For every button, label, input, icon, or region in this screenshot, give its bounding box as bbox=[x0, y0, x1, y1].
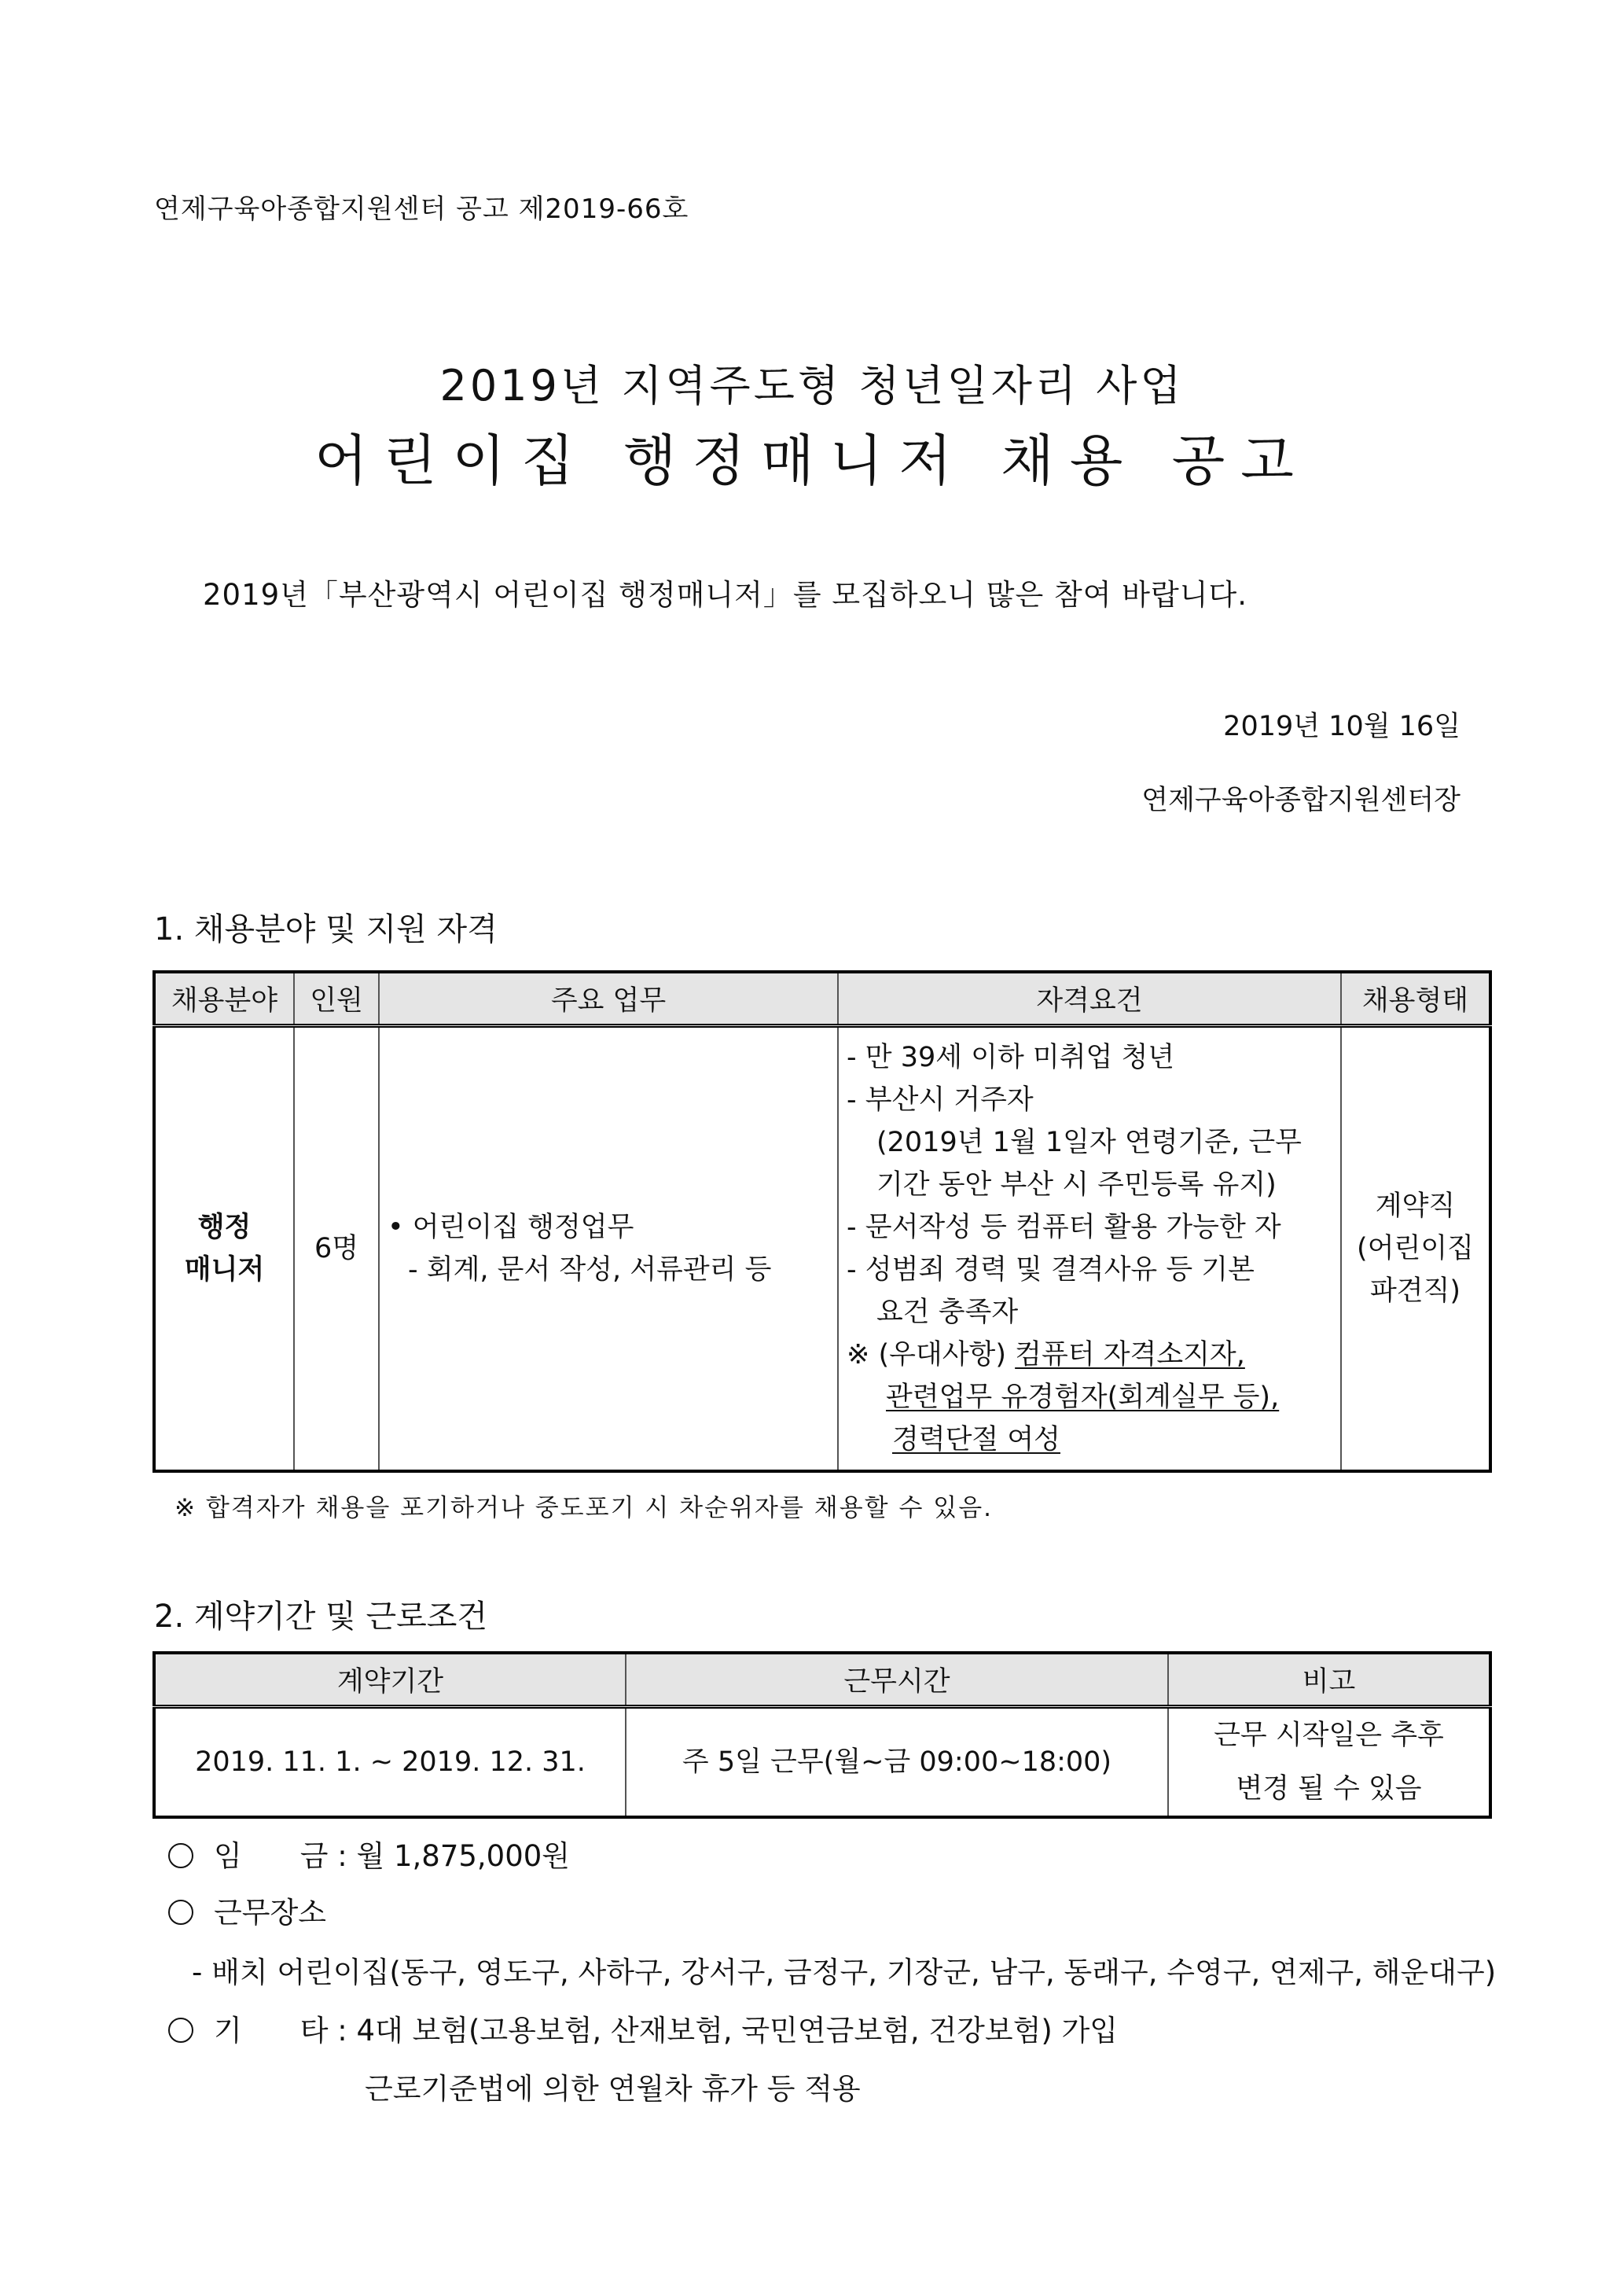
etc-line bbox=[168, 2007, 1118, 2049]
title-line1: 2019년 지역주도형 청년일자리 사업 bbox=[439, 361, 1185, 410]
work-hours: 주 5일 근무(월~금 09:00~18:00) bbox=[626, 1707, 1168, 1818]
header-duty: 주요 업무 bbox=[379, 972, 838, 1026]
wage-text: 임 금 : 월 1,875,000원 bbox=[214, 1839, 571, 1873]
contract-period: 2019. 11. 1. ~ 2019. 12. 31. bbox=[154, 1707, 626, 1818]
table-row bbox=[154, 1707, 1490, 1818]
notice-number: 연제구육아종합지원센터 공고 제2019-66호 bbox=[154, 193, 689, 225]
header-remark: 비고 bbox=[1168, 1653, 1490, 1707]
preference-item: 경력단절 여성 bbox=[892, 1424, 1060, 1455]
place-text: 근무장소 bbox=[214, 1896, 326, 1930]
header-hours: 근무시간 bbox=[626, 1653, 1168, 1707]
headcount: 6명 bbox=[294, 1026, 379, 1472]
type-line1: 계약직 bbox=[1375, 1190, 1456, 1222]
etc-text: 기 타 : 4대 보험(고용보험, 산재보험, 국민연금보험, 건강보험) 가입 bbox=[214, 2014, 1119, 2048]
header-field: 채용분야 bbox=[154, 972, 294, 1026]
preference-prefix: ※ (우대사항) bbox=[847, 1339, 1016, 1371]
header-type: 채용형태 bbox=[1341, 972, 1490, 1026]
issue-date: 2019년 10월 16일 bbox=[1223, 711, 1460, 742]
issuer: 연제구육아종합지원센터장 bbox=[1141, 785, 1460, 816]
table-note: ※ 합격자가 채용을 포기하거나 중도포기 시 차순위자를 채용할 수 있음. bbox=[175, 1494, 994, 1522]
header-period: 계약기간 bbox=[154, 1653, 626, 1707]
section2-heading: 2. 계약기간 및 근로조건 bbox=[154, 1599, 488, 1635]
circle-bullet-icon bbox=[168, 1900, 193, 1925]
req-item: 요건 충족자 bbox=[876, 1297, 1019, 1328]
req-item: - 성범죄 경력 및 결격사유 등 기본 bbox=[847, 1254, 1255, 1286]
field-line1: 행정 bbox=[197, 1212, 252, 1243]
header-requirements: 자격요건 bbox=[838, 972, 1341, 1026]
circle-bullet-icon bbox=[168, 1843, 193, 1868]
remark-line2: 변경 될 수 있음 bbox=[1236, 1773, 1422, 1805]
place-line bbox=[168, 1889, 326, 1931]
table-header-row bbox=[154, 972, 1490, 1026]
remark-line1: 근무 시작일은 추후 bbox=[1214, 1720, 1444, 1751]
req-item: - 문서작성 등 컴퓨터 활용 가능한 자 bbox=[847, 1212, 1281, 1243]
preference-line3 bbox=[847, 1418, 1340, 1461]
wage-line bbox=[168, 1832, 570, 1875]
etc-line2: 근로기준법에 의한 연월차 휴가 등 적용 bbox=[365, 2072, 861, 2106]
field-line2: 매니저 bbox=[184, 1254, 265, 1286]
type-line3: 파견직) bbox=[1369, 1275, 1461, 1307]
req-item: 기간 동안 부산 시 주민등록 유지) bbox=[876, 1169, 1277, 1201]
req-item: (2019년 1월 1일자 연령기준, 근무 bbox=[876, 1127, 1302, 1158]
duty-line1: • 어린이집 행정업무 bbox=[388, 1212, 634, 1243]
contract-table bbox=[152, 1651, 1492, 1819]
type-line2: (어린이집 bbox=[1357, 1233, 1474, 1264]
section1-heading: 1. 채용분야 및 지원 자격 bbox=[154, 911, 498, 947]
preference-line2 bbox=[847, 1376, 1340, 1418]
header-count: 인원 bbox=[294, 972, 379, 1026]
preference-item: 컴퓨터 자격소지자, bbox=[1015, 1339, 1245, 1371]
recruitment-table bbox=[152, 970, 1492, 1473]
req-item: - 만 39세 이하 미취업 청년 bbox=[847, 1042, 1175, 1073]
table-header-row bbox=[154, 1653, 1490, 1707]
table-row bbox=[154, 1026, 1490, 1472]
page-title: 어린이집 행정매니저 채용 공고 bbox=[314, 429, 1310, 493]
duty-line2: - 회계, 문서 작성, 서류관리 등 bbox=[408, 1254, 772, 1286]
intro-text: 2019년「부산광역시 어린이집 행정매니저」를 모집하오니 많은 참여 바랍니다. bbox=[203, 578, 1248, 612]
preference-line1 bbox=[847, 1334, 1340, 1376]
place-detail: - 배치 어린이집(동구, 영도구, 사하구, 강서구, 금정구, 기장군, 남구, 동래구, 수영구, 연제구, 해운대구) bbox=[192, 1956, 1497, 1989]
req-item: - 부산시 거주자 bbox=[847, 1084, 1034, 1116]
preference-item: 관련업무 유경험자(회계실무 등), bbox=[886, 1382, 1280, 1413]
circle-bullet-icon bbox=[168, 2018, 193, 2043]
